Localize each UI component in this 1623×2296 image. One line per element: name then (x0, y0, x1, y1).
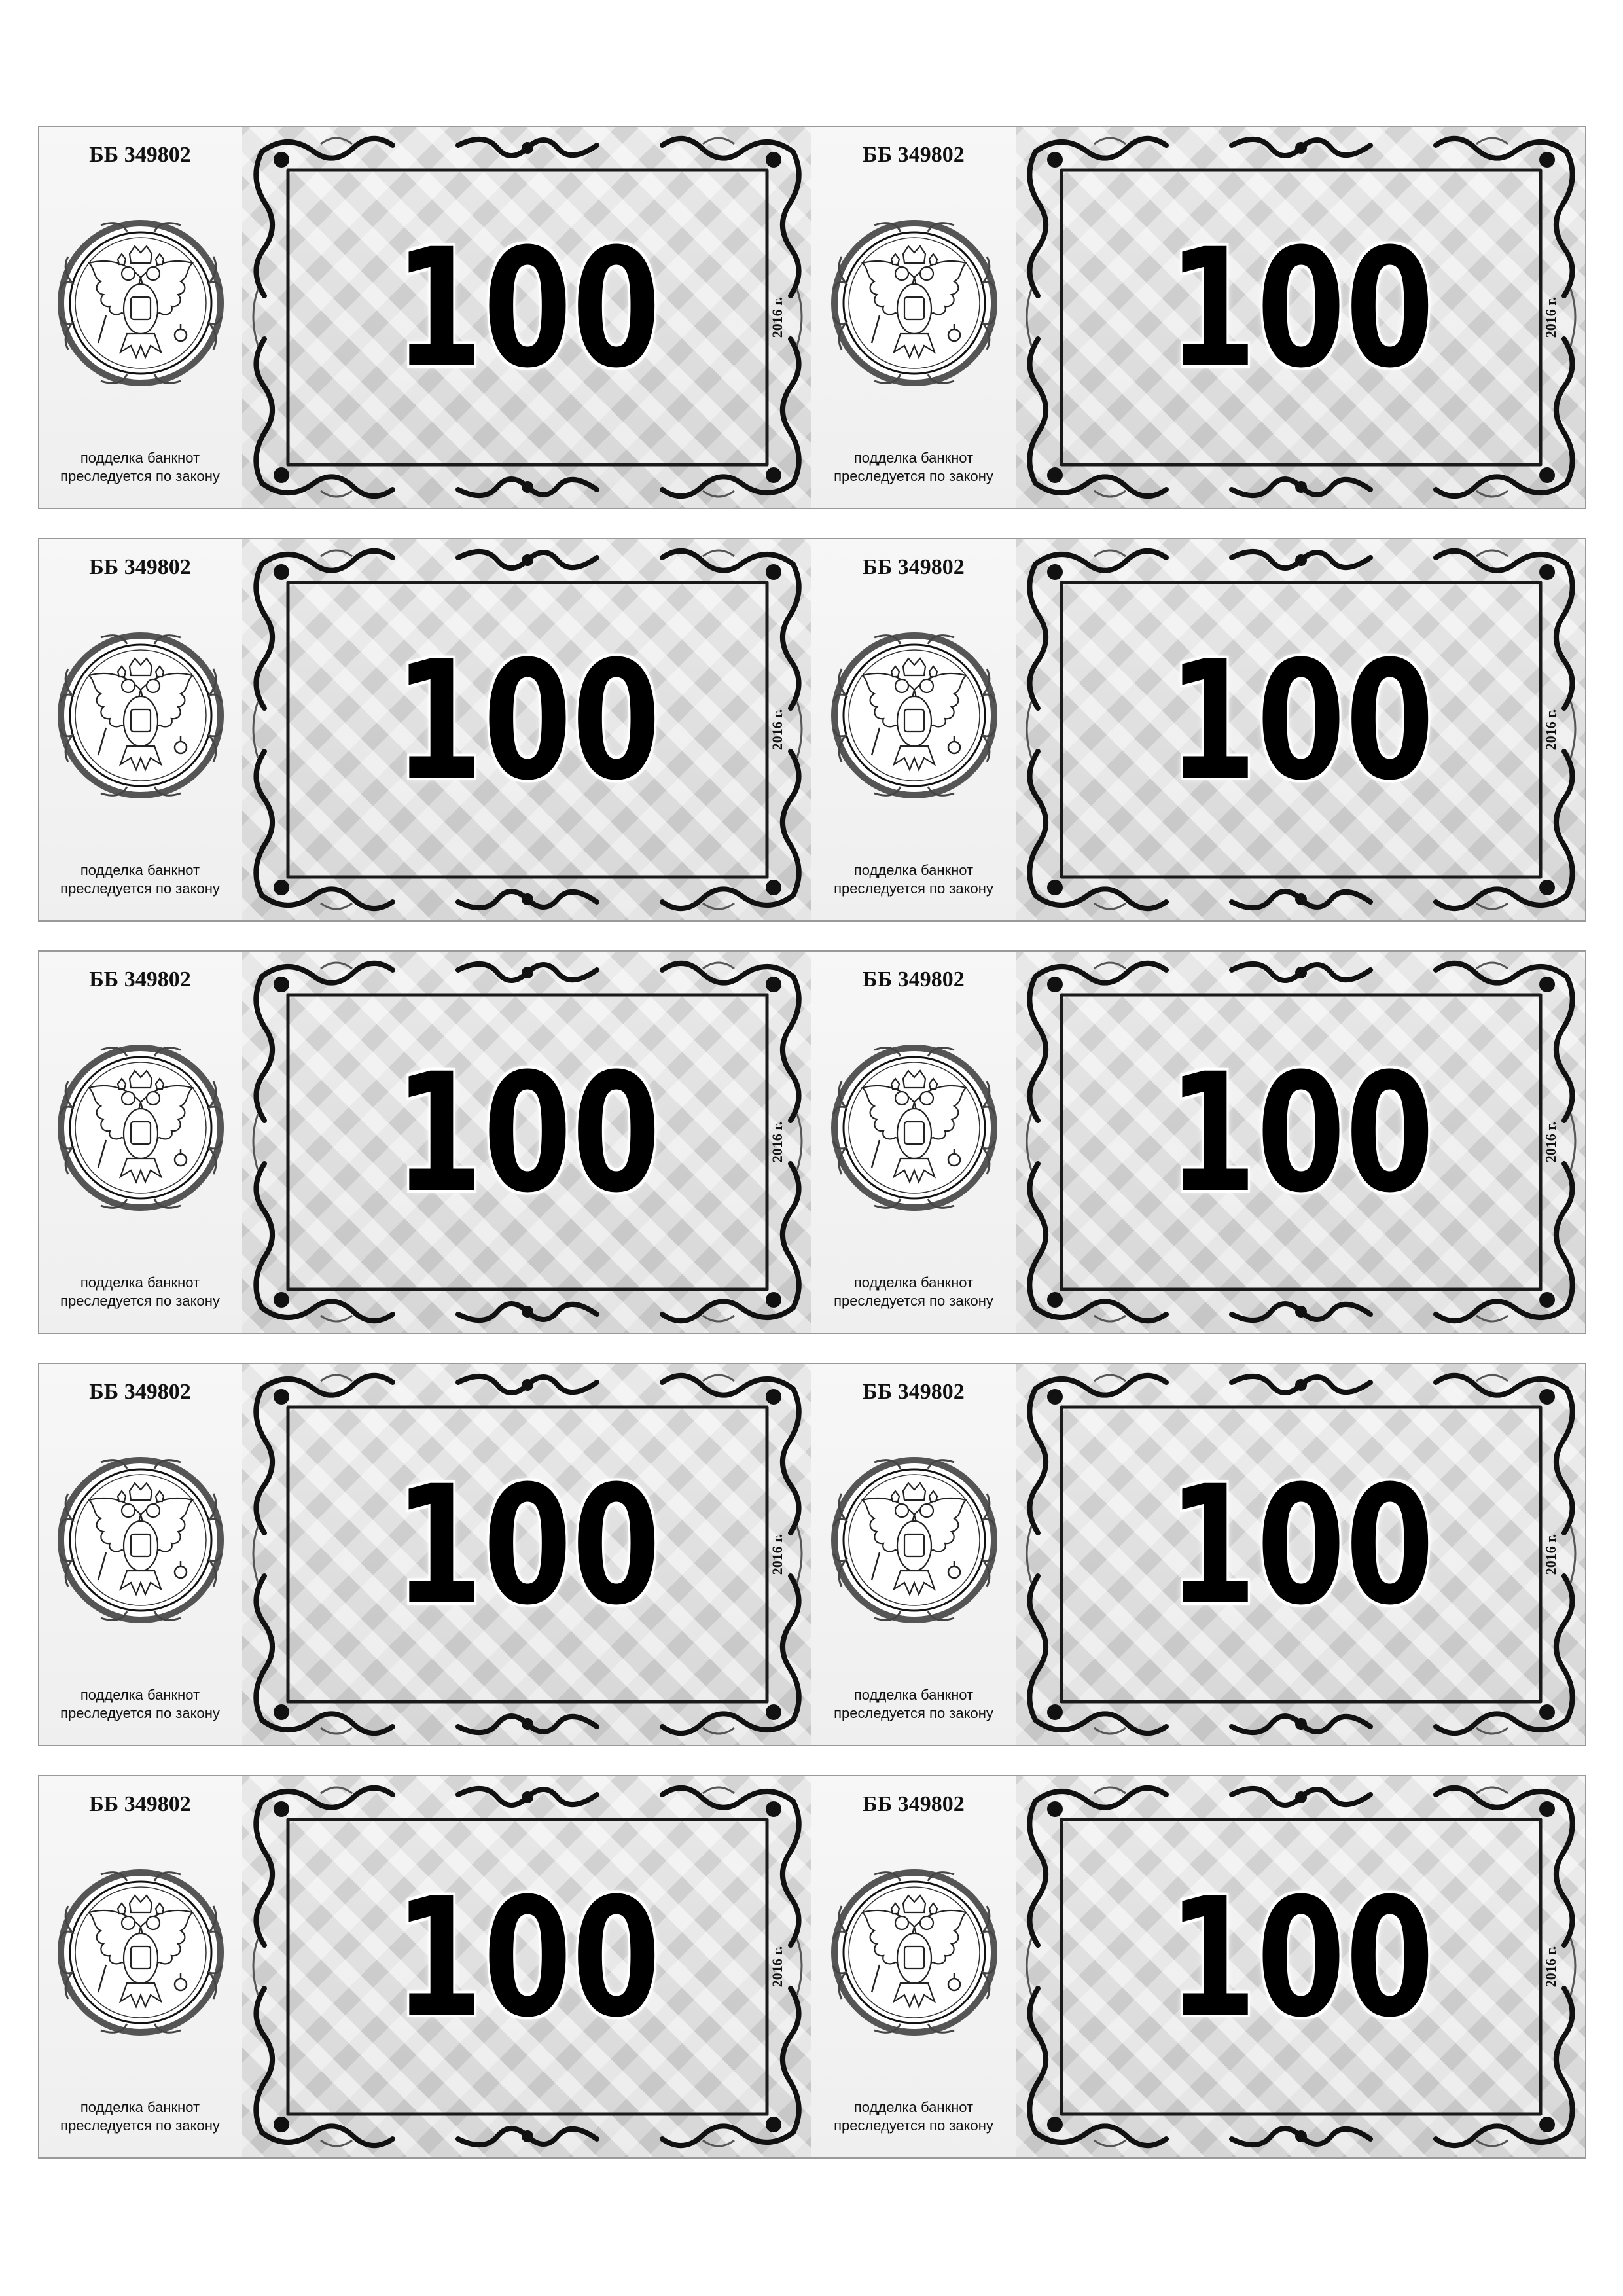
banknote-face (242, 1363, 813, 1746)
warning-line-2: преследуется по закону (60, 2117, 220, 2134)
banknote (812, 1363, 1586, 1746)
denomination-value: 100 (1168, 1450, 1435, 1641)
counterfeit-warning (812, 861, 1016, 898)
warning-line-1: подделка банкнот (80, 862, 200, 878)
banknote-stub (38, 950, 242, 1334)
banknote-face (242, 126, 813, 509)
banknote-face (242, 538, 813, 922)
banknote (38, 1363, 813, 1746)
serial-number: ББ 349802 (89, 967, 191, 992)
issue-year: 2016 г. (1543, 1534, 1559, 1575)
double-headed-eagle-emblem-icon (55, 1042, 226, 1213)
issue-year: 2016 г. (769, 1121, 785, 1163)
denomination-value: 100 (1168, 626, 1435, 816)
banknote-stub (38, 1775, 242, 2159)
denomination-value: 100 (1168, 1863, 1435, 2053)
warning-line-2: преследуется по закону (834, 880, 993, 897)
warning-line-1: подделка банкнот (80, 2099, 200, 2115)
banknote-face (1016, 950, 1586, 1334)
banknote-face (1016, 1363, 1586, 1746)
issue-year: 2016 г. (769, 709, 785, 751)
banknote-face (1016, 538, 1586, 922)
warning-line-1: подделка банкнот (80, 1687, 200, 1703)
counterfeit-warning (812, 1686, 1016, 1723)
banknote-stub (812, 950, 1016, 1334)
double-headed-eagle-emblem-icon (55, 1867, 226, 2038)
counterfeit-warning (38, 1686, 242, 1723)
serial-number: ББ 349802 (89, 143, 191, 167)
issue-year: 2016 г. (769, 1946, 785, 1988)
denomination-value: 100 (1168, 1038, 1435, 1229)
double-headed-eagle-emblem-icon (829, 1867, 1000, 2038)
denomination-value: 100 (394, 1450, 661, 1641)
counterfeit-warning (38, 1274, 242, 1310)
double-headed-eagle-emblem-icon (829, 1454, 1000, 1626)
serial-number: ББ 349802 (89, 1380, 191, 1404)
banknote-face (1016, 126, 1586, 509)
double-headed-eagle-emblem-icon (829, 1042, 1000, 1213)
warning-line-1: подделка банкнот (853, 2099, 974, 2115)
counterfeit-warning (38, 449, 242, 486)
denomination-value: 100 (394, 1038, 661, 1229)
double-headed-eagle-emblem-icon (55, 630, 226, 801)
warning-line-1: подделка банкнот (853, 862, 974, 878)
warning-line-2: преследуется по закону (60, 1293, 220, 1309)
warning-line-2: преследуется по закону (834, 1293, 993, 1309)
warning-line-1: подделка банкнот (853, 1274, 974, 1291)
banknote-face (1016, 1775, 1586, 2159)
counterfeit-warning (38, 861, 242, 898)
serial-number: ББ 349802 (863, 967, 965, 992)
banknote (812, 538, 1586, 922)
issue-year: 2016 г. (1543, 709, 1559, 751)
banknote-face (242, 1775, 813, 2159)
warning-line-1: подделка банкнот (853, 450, 974, 466)
warning-line-2: преследуется по закону (834, 1705, 993, 1721)
counterfeit-warning (812, 2098, 1016, 2135)
banknote-stub (38, 538, 242, 922)
double-headed-eagle-emblem-icon (55, 1454, 226, 1626)
issue-year: 2016 г. (769, 1534, 785, 1575)
banknote-stub (812, 1775, 1016, 2159)
banknote (38, 1775, 813, 2159)
issue-year: 2016 г. (1543, 1121, 1559, 1163)
serial-number: ББ 349802 (863, 1380, 965, 1404)
counterfeit-warning (812, 449, 1016, 486)
serial-number: ББ 349802 (863, 1792, 965, 1816)
banknote (812, 1775, 1586, 2159)
banknote (38, 126, 813, 509)
warning-line-2: преследуется по закону (60, 1705, 220, 1721)
warning-line-1: подделка банкнот (853, 1687, 974, 1703)
warning-line-2: преследуется по закону (834, 468, 993, 484)
warning-line-1: подделка банкнот (80, 1274, 200, 1291)
banknote (812, 126, 1586, 509)
warning-line-2: преследуется по закону (834, 2117, 993, 2134)
banknote-stub (812, 1363, 1016, 1746)
denomination-value: 100 (394, 626, 661, 816)
issue-year: 2016 г. (1543, 296, 1559, 338)
banknote-stub (38, 1363, 242, 1746)
banknote-stub (812, 538, 1016, 922)
banknote-stub (38, 126, 242, 509)
issue-year: 2016 г. (1543, 1946, 1559, 1988)
denomination-value: 100 (394, 1863, 661, 2053)
serial-number: ББ 349802 (863, 143, 965, 167)
banknote (38, 950, 813, 1334)
denomination-value: 100 (1168, 213, 1435, 404)
banknote-face (242, 950, 813, 1334)
banknote (812, 950, 1586, 1334)
issue-year: 2016 г. (769, 296, 785, 338)
serial-number: ББ 349802 (863, 555, 965, 579)
serial-number: ББ 349802 (89, 1792, 191, 1816)
counterfeit-warning (38, 2098, 242, 2135)
denomination-value: 100 (394, 213, 661, 404)
banknote-stub (812, 126, 1016, 509)
warning-line-2: преследуется по закону (60, 880, 220, 897)
warning-line-2: преследуется по закону (60, 468, 220, 484)
banknote (38, 538, 813, 922)
double-headed-eagle-emblem-icon (829, 217, 1000, 389)
counterfeit-warning (812, 1274, 1016, 1310)
warning-line-1: подделка банкнот (80, 450, 200, 466)
double-headed-eagle-emblem-icon (55, 217, 226, 389)
serial-number: ББ 349802 (89, 555, 191, 579)
double-headed-eagle-emblem-icon (829, 630, 1000, 801)
